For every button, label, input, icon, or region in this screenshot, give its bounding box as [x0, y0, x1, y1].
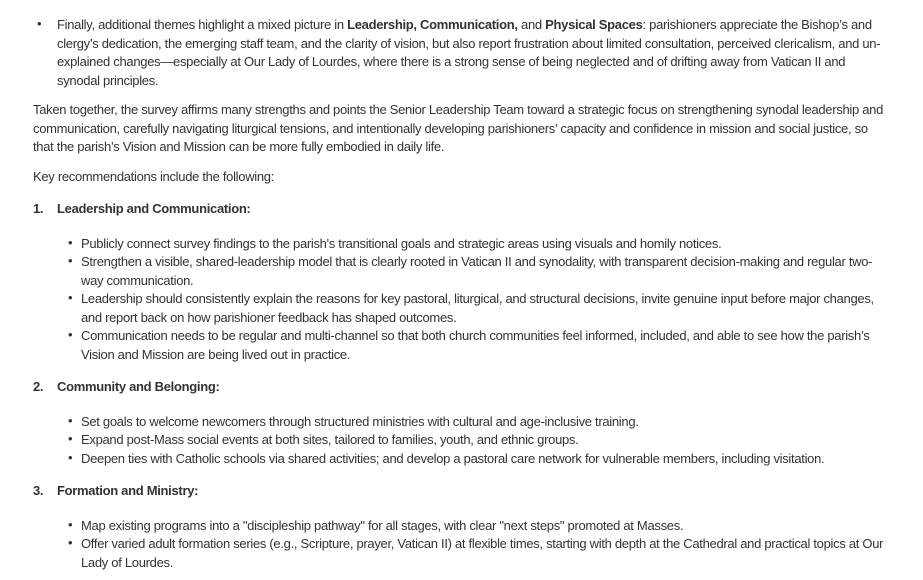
- list-item: [68, 450, 891, 469]
- section-heading-formation: [33, 482, 891, 501]
- section-title: Leadership and Communication:: [57, 201, 251, 216]
- bullet-icon: •: [68, 412, 73, 428]
- list-item: [68, 413, 891, 432]
- summary-bullet-text: Finally, additional themes highlight a mixed picture in Leadership, Communication, and Physical Spaces: parishioners appreciate the Bishop’s and clergy’s dedication, the emerging staff team, and the clarity of vision, but also report frustration about limited consultation, perceived clericalism, and un-explained changes—especially at Our Lady of Lourdes, where there is a strong sense of being neglected and of drifting away from Vatican II and synodal principles.: [57, 17, 881, 88]
- bullet-icon: •: [68, 234, 73, 250]
- list-item: [68, 535, 891, 572]
- bullet-icon: •: [68, 431, 73, 446]
- list-item: [68, 235, 891, 254]
- bullet-icon: •: [68, 449, 73, 465]
- list-item: [68, 253, 891, 290]
- list-item: [68, 327, 891, 364]
- section-heading-leadership: [33, 200, 891, 219]
- list-item-text: Deepen ties with Catholic schools via shared activities; and develop a pastoral care network for vulnerable members, including visitation.: [81, 450, 825, 466]
- bullet-icon: •: [68, 327, 73, 342]
- bullet-icon: •: [68, 290, 73, 305]
- list-item: [68, 517, 891, 536]
- bullet-icon: •: [68, 253, 73, 268]
- section-title: Formation and Ministry:: [57, 483, 199, 498]
- bullet-icon: •: [68, 516, 73, 532]
- list-item-text: Set goals to welcome newcomers through structured ministries with cultural and age-inclusive training.: [81, 413, 639, 429]
- list-item-text: Offer varied adult formation series (e.g., Scripture, prayer, Vatican II) at flexible times, starting with depth at the Cathedral and practical topics at Our Lady of Lourdes.: [81, 536, 884, 570]
- list-item-text: Leadership should consistently explain the reasons for key pastoral, liturgical, and structural decisions, invite genuine input before major changes, and report back on how parishioner feedback has shaped outcomes.: [81, 291, 874, 325]
- section-title: Community and Belonging:: [57, 379, 220, 394]
- summary-paragraph: Taken together, the survey affirms many strengths and points the Senior Leadership Team toward a strategic focus on strengthening synodal leadership and communication, carefully navigating liturgical tensions, and intentionally developing parishioners’ capacity and confidence in mission and social justice, so that the parish’s Vision and Mission can be more fully embodied in daily life.: [33, 102, 884, 154]
- section-3-bullet-list: [33, 517, 891, 573]
- bullet-icon: •: [68, 535, 73, 550]
- section-2-bullet-list: [33, 413, 891, 469]
- list-item: [68, 290, 891, 327]
- list-item-text: Strengthen a visible, shared-leadership model that is clearly rooted in Vatican II and synodality, with transparent decision-making and regular two-way communication.: [81, 254, 873, 288]
- list-item-text: Expand post-Mass social events at both sites, tailored to families, youth, and ethnic groups.: [81, 432, 579, 447]
- list-item-text: Communication needs to be regular and multi-channel so that both church communities feel informed, included, and able to see how the parish’s Vision and Mission are being lived out in practice.: [81, 328, 870, 362]
- bullet-icon: •: [37, 16, 42, 31]
- list-item: [68, 431, 891, 450]
- list-number: 3.: [33, 483, 44, 498]
- list-item-text: Publicly connect survey findings to the parish's transitional goals and strategic areas using visuals and homily notices.: [81, 235, 722, 251]
- list-item-text: Map existing programs into a "discipleship pathway" for all stages, with clear "next steps" promoted at Masses.: [81, 517, 684, 533]
- list-number: 2.: [33, 379, 44, 394]
- recommendations-lead-in: Key recommendations include the following:: [33, 168, 275, 184]
- section-heading-community: [33, 378, 891, 397]
- list-number: 1.: [33, 201, 44, 216]
- section-1-bullet-list: [33, 235, 891, 365]
- summary-bullet-item: [33, 16, 891, 90]
